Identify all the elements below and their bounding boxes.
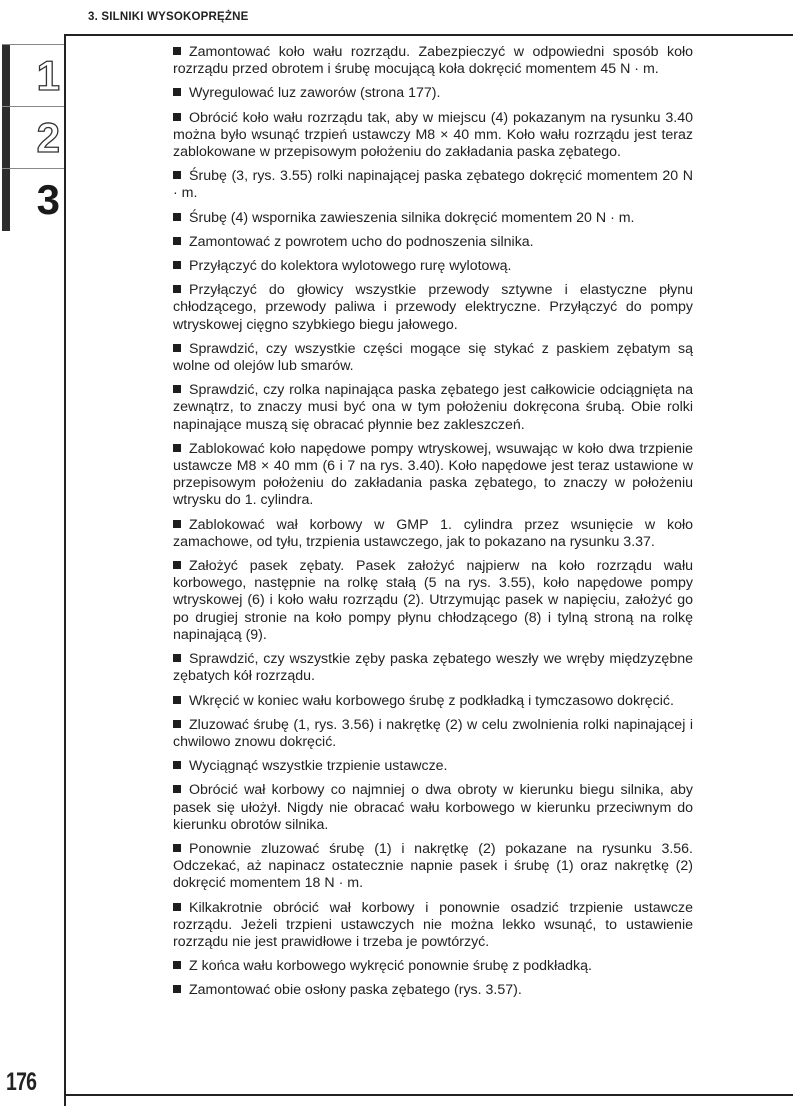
instruction-paragraph	[173, 234, 693, 251]
instruction-paragraph	[173, 517, 693, 551]
chapter-tab-1	[2, 44, 64, 107]
bullet-icon	[173, 88, 181, 96]
bullet-icon	[173, 985, 181, 993]
page-number: 176	[6, 1068, 37, 1096]
instruction-paragraph	[173, 717, 693, 751]
instruction-paragraph	[173, 841, 693, 893]
bullet-icon	[173, 237, 181, 245]
instruction-paragraph	[173, 758, 693, 775]
bullet-icon	[173, 903, 181, 911]
instruction-paragraph	[173, 900, 693, 952]
paragraph-text: Śrubę (3, rys. 3.55) rolki napinającej paska zębatego dokręcić momentem 20 N · m.	[173, 168, 693, 202]
instruction-paragraph	[173, 341, 693, 375]
instruction-paragraph	[173, 651, 693, 685]
body-text	[173, 44, 693, 1007]
bullet-icon	[173, 261, 181, 269]
instruction-paragraph	[173, 441, 693, 510]
paragraph-text: Zamontować obie osłony paska zębatego (rys. 3.57).	[189, 982, 522, 999]
bullet-icon	[173, 561, 181, 569]
tab-number: 1	[36, 52, 60, 99]
instruction-paragraph	[173, 958, 693, 975]
paragraph-text: Sprawdzić, czy wszystkie części mogące się stykać z paskiem zębatym są wolne od olejów lub smarów.	[173, 340, 693, 375]
chapter-tab-3	[2, 168, 64, 231]
instruction-paragraph	[173, 982, 693, 999]
paragraph-text: Zamontować z powrotem ucho do podnoszenia silnika.	[189, 233, 534, 250]
margin-rule	[64, 34, 66, 1106]
paragraph-text: Śrubę (4) wspornika zawieszenia silnika dokręcić momentem 20 N · m.	[189, 209, 635, 226]
instruction-paragraph	[173, 258, 693, 275]
bullet-icon	[173, 385, 181, 393]
paragraph-text: Wyciągnąć wszystkie trzpienie ustawcze.	[189, 758, 448, 775]
bullet-icon	[173, 696, 181, 704]
instruction-paragraph	[173, 85, 693, 102]
paragraph-text: Założyć pasek zębaty. Pasek założyć najpierw na koło rozrządu wału korbowego, następnie na rolkę stałą (5 na rys. 3.55), koło napędowe pompy wtryskowej (6) i koło wału rozrządu (2). Utrzymując pasek w napięciu, założyć go po drugiej stronie na koło pompy płynu chłodzącego (8) i tylną stroną na rolkę napinającą (9).	[173, 558, 693, 643]
tab-bar	[2, 169, 10, 231]
instruction-paragraph	[173, 693, 693, 710]
instruction-paragraph	[173, 110, 693, 162]
paragraph-text: Obrócić koło wału rozrządu tak, aby w miejscu (4) pokazanym na rysunku 3.40 można było wsunąć trzpień ustawczy M8 × 40 mm. Koło wału rozrządu jest teraz zablokowane w przepisowym położeniu do zakładania paska zębatego.	[173, 109, 693, 161]
instruction-paragraph	[173, 44, 693, 78]
bullet-icon	[173, 213, 181, 221]
paragraph-text: Sprawdzić, czy wszystkie zęby paska zębatego weszły we wręby międzyzębne zębatych kół rozrządu.	[173, 651, 693, 685]
bullet-icon	[173, 47, 181, 55]
tab-bar	[2, 45, 10, 107]
tab-bar	[2, 107, 10, 169]
bullet-icon	[173, 785, 181, 793]
bullet-icon	[173, 444, 181, 452]
instruction-paragraph	[173, 558, 693, 644]
instruction-paragraph	[173, 782, 693, 834]
bullet-icon	[173, 654, 181, 662]
bullet-icon	[173, 761, 181, 769]
paragraph-text: Zablokować koło napędowe pompy wtryskowej, wsuwając w koło dwa trzpienie ustawcze M8 × 40 mm (6 i 7 na rys. 3.40). Koło napędowe jest teraz ustawione w przepisowym położeniu do zakładania paska zębatego, to znaczy w położeniu wtrysku do 1. cylindra.	[173, 440, 693, 509]
paragraph-text: Z końca wału korbowego wykręcić ponownie śrubę z podkładką.	[189, 958, 592, 975]
bullet-icon	[173, 520, 181, 528]
tab-number: 2	[36, 114, 60, 161]
instruction-paragraph	[173, 382, 693, 434]
bullet-icon	[173, 720, 181, 728]
paragraph-text: Przyłączyć do kolektora wylotowego rurę wylotową.	[189, 258, 512, 275]
paragraph-text: Kilkakrotnie obrócić wał korbowy i ponownie osadzić trzpienie ustawcze rozrządu. Jeżeli trzpieni ustawczych nie można lekko wsunąć, to ustawienie rozrządu nie jest prawidłowe i trzeba je powtórzyć.	[173, 899, 693, 950]
paragraph-text: Zamontować koło wału rozrządu. Zabezpieczyć w odpowiedni sposób koło rozrządu przed obrotem i śrubę mocującą koła dokręcić momentem 45 N · m.	[173, 44, 693, 78]
paragraph-text: Sprawdzić, czy rolka napinająca paska zębatego jest całkowicie odciągnięta na zewnątrz, to znaczy musi być ona w tym położeniu dokręcona śrubą. Obie rolki napinające muszą się obracać płynnie bez zakleszczeń.	[173, 382, 693, 433]
paragraph-text: Wyregulować luz zaworów (strona 177).	[189, 85, 441, 102]
instruction-paragraph	[173, 210, 693, 227]
instruction-paragraph	[173, 282, 693, 334]
chapter-tab-2	[2, 106, 64, 169]
bullet-icon	[173, 844, 181, 852]
bullet-icon	[173, 113, 181, 121]
paragraph-text: Zablokować wał korbowy w GMP 1. cylindra przez wsunięcie w koło zamachowe, od tyłu, trzpienia ustawczego, jak to pokazano na rysunku 3.37.	[173, 516, 693, 550]
paragraph-text: Ponownie zluzować śrubę (1) i nakrętkę (2) pokazane na rysunku 3.56. Odczekać, aż napinacz ostatecznie napnie pasek i śrubę (1) oraz nakrętkę (2) dokręcić momentem 18 N · m.	[173, 840, 693, 892]
bullet-icon	[173, 171, 181, 179]
tab-number: 3	[36, 176, 60, 223]
bullet-icon	[173, 285, 181, 293]
paragraph-text: Przyłączyć do głowicy wszystkie przewody sztywne i elastyczne płynu chłodzącego, przewody paliwa i przewody elektryczne. Przyłączyć do pompy wtryskowej cięgno szybkiego biegu jałowego.	[173, 282, 693, 333]
footer-rule	[64, 1094, 793, 1096]
paragraph-text: Zluzować śrubę (1, rys. 3.56) i nakrętkę (2) w celu zwolnienia rolki napinającej i chwilowo znowu dokręcić.	[173, 716, 693, 750]
paragraph-text: Obrócić wał korbowy co najmniej o dwa obroty w kierunku biegu silnika, aby pasek się ułożył. Nigdy nie obracać wału korbowego w kierunku przeciwnym do kierunku obrotów silnika.	[173, 782, 693, 833]
bullet-icon	[173, 344, 181, 352]
chapter-title: 3. SILNIKI WYSOKOPRĘŻNE	[88, 11, 249, 23]
header-rule	[64, 34, 793, 36]
instruction-paragraph	[173, 168, 693, 202]
paragraph-text: Wkręcić w koniec wału korbowego śrubę z podkładką i tymczasowo dokręcić.	[189, 692, 674, 709]
bullet-icon	[173, 961, 181, 969]
